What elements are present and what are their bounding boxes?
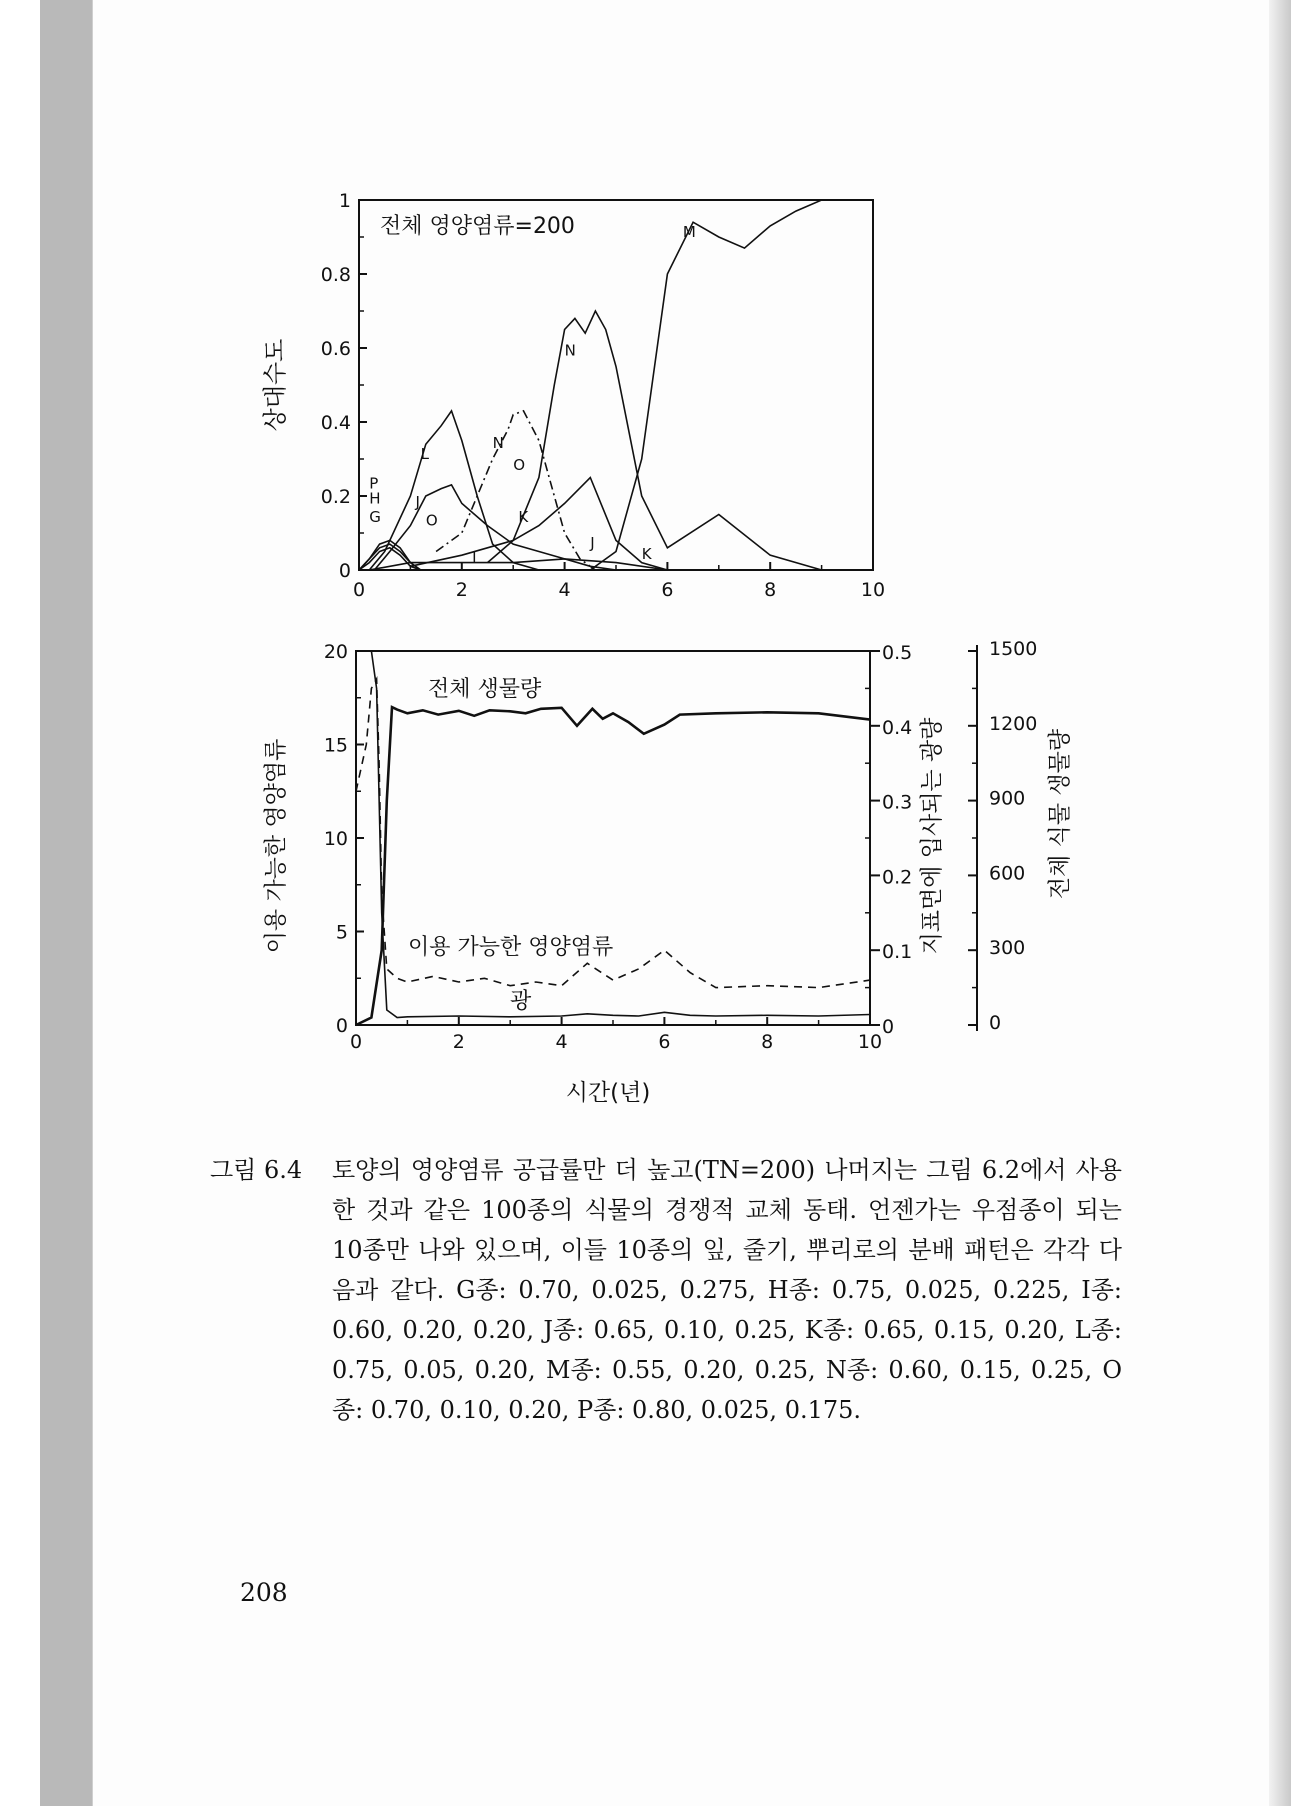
biomass-axis-tick-label: 600 — [989, 862, 1026, 885]
bottom-x-tick-label: 2 — [452, 1031, 465, 1053]
top-y-axis-label: 상대수도 — [261, 338, 289, 432]
top-y-tick-label: 0.2 — [320, 486, 351, 508]
top-x-tick-label: 4 — [558, 579, 571, 601]
top-x-tick-label: 6 — [661, 579, 674, 601]
bottom-series-group — [356, 651, 870, 1025]
top-y-axis — [321, 190, 367, 582]
light-axis-tick-label: 0.2 — [882, 866, 913, 889]
top-x-tick-label: 8 — [764, 579, 777, 601]
top-x-tick-label: 2 — [455, 579, 468, 601]
bottom-x-tick-label: 0 — [349, 1031, 363, 1053]
light-axis-tick-label: 0.5 — [882, 642, 913, 664]
biomass-axis-tick-label: 300 — [989, 937, 1026, 960]
curve-label-O: O — [425, 511, 438, 530]
bottom-light-axis-label: 지표면에 입사되는 광량 — [919, 717, 945, 955]
curve-label-P: P — [369, 474, 379, 493]
curve-label-L: L — [420, 445, 430, 463]
light-axis-tick-label: 0.4 — [882, 716, 913, 739]
top-y-tick-label: 1 — [338, 190, 351, 212]
bottom-x-axis — [350, 1017, 882, 1053]
curve-label-G: G — [369, 507, 381, 526]
curve-label-N: N — [564, 341, 576, 360]
curve-label-H: H — [369, 489, 381, 508]
light-axis-tick-label: 0 — [882, 1016, 895, 1038]
caption-text: 토양의 영양염류 공급률만 더 높고(TN=200) 나머지는 그림 6.2에서 사용한 것과 같은 100종의 식물의 경쟁적 교체 동태. 언젠가는 우점종이 되는 10종만 나와 있으며, 이들 10종의 잎, 줄기, 뿌리로의 분배 패턴은 각각 다음과 같다. G종: 0.70, 0.025, 0.275, H종: 0.75, 0.025, 0.225, I종: 0.60, 0.20, 0.20, J종: 0.65, 0.10, 0.25, K종: 0.65, 0.15, 0.20, L종: 0.75, 0.05, 0.20, M종: 0.55, 0.20, 0.25, N종: 0.60, 0.15, 0.25, O종: 0.70, 0.10, 0.20, P종: 0.80, 0.025, 0.175. — [332, 1156, 1122, 1424]
top-curve-labels — [369, 223, 695, 567]
bottom-left-y-axis — [324, 641, 364, 1037]
biomass-axis-tick-label: 900 — [989, 787, 1026, 810]
top-x-tick-label: 0 — [352, 579, 366, 601]
light-curve-label: 광 — [510, 989, 532, 1014]
curve-label-M: M — [682, 223, 696, 241]
bottom-x-tick-label: 10 — [857, 1031, 883, 1053]
biomass-axis-tick-label: 1200 — [989, 712, 1038, 735]
light-line — [356, 651, 870, 1018]
biomass-curve-label: 전체 생물량 — [428, 677, 542, 702]
curve-label-O: O — [513, 456, 526, 475]
top-y-tick-label: 0 — [338, 560, 351, 582]
top-y-tick-label: 0.4 — [320, 412, 351, 434]
bottom-x-tick-label: 4 — [555, 1031, 568, 1053]
bottom-biomass-axis-label: 전체 식물 생물량 — [1047, 728, 1073, 900]
curve-label-I: I — [472, 548, 477, 567]
bottom-y-tick-label: 0 — [335, 1015, 348, 1037]
bottom-y-tick-label: 20 — [323, 641, 348, 663]
series-line-M — [590, 200, 873, 570]
top-chart-title: 전체 영양염류=200 — [380, 214, 575, 239]
bottom-y-tick-label: 15 — [323, 734, 348, 757]
top-y-tick-label: 0.6 — [320, 338, 351, 360]
curve-label-J: J — [415, 493, 420, 512]
nutrient-curve-label: 이용 가능한 영양염류 — [408, 935, 614, 960]
biomass-axis-tick-label: 0 — [989, 1012, 1002, 1034]
curve-label-N: N — [492, 433, 504, 452]
bottom-light-axis — [865, 642, 912, 1038]
curve-label-K: K — [641, 544, 652, 563]
top-y-tick-label: 0.8 — [320, 264, 351, 286]
bottom-y-tick-label: 5 — [335, 921, 348, 944]
caption-label: 그림 6.4 — [210, 1156, 303, 1184]
series-line-N — [488, 311, 822, 570]
bottom-chart — [263, 638, 1073, 1106]
curve-label-K: K — [518, 507, 529, 526]
bottom-y-tick-label: 10 — [323, 828, 348, 850]
bottom-biomass-axis — [968, 638, 1037, 1034]
bottom-plot-frame — [356, 651, 870, 1025]
top-chart — [261, 190, 885, 601]
total-biomass-line — [356, 707, 870, 1025]
bottom-x-axis-label: 시간(년) — [565, 1080, 651, 1106]
top-x-axis — [353, 562, 885, 601]
bottom-x-tick-label: 6 — [658, 1031, 671, 1053]
biomass-axis-tick-label: 1500 — [989, 638, 1038, 660]
light-axis-tick-label: 0.3 — [882, 791, 913, 814]
bottom-left-y-axis-label: 이용 가능한 영양염류 — [263, 738, 289, 954]
top-x-tick-label: 10 — [860, 579, 886, 601]
light-axis-tick-label: 0.1 — [882, 941, 913, 964]
page-number: 208 — [240, 1578, 288, 1607]
series-line-K — [410, 478, 667, 571]
bottom-x-tick-label: 8 — [761, 1031, 774, 1053]
curve-label-J: J — [590, 533, 595, 552]
